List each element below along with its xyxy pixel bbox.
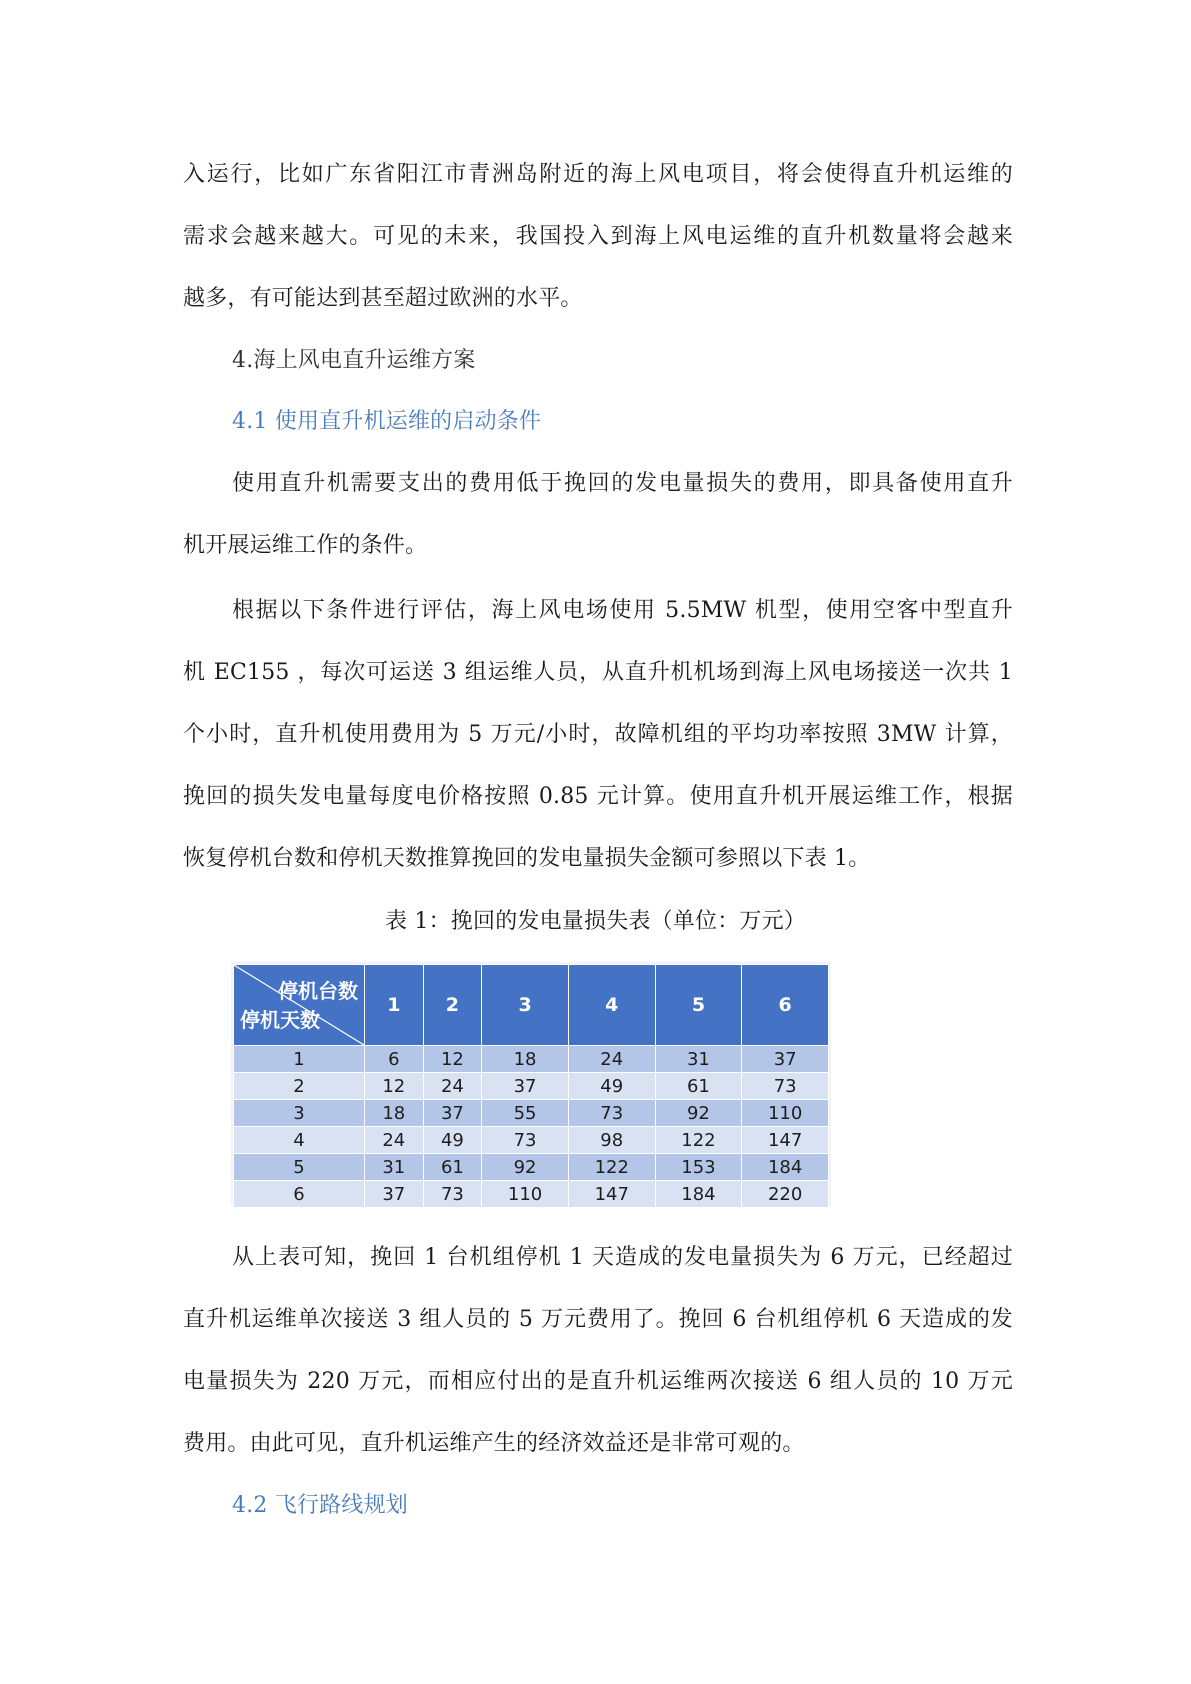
- table-cell: 153: [655, 1154, 742, 1181]
- paragraph-line: 直升机运维单次接送 3 组人员的 5 万元费用了。挽回 6 台机组停机 6 天造成的发: [183, 1307, 1013, 1332]
- row-header: 2: [234, 1073, 365, 1100]
- table-cell: 122: [655, 1127, 742, 1154]
- column-header: 5: [655, 965, 742, 1046]
- table-cell: 37: [482, 1073, 569, 1100]
- table-cell: 61: [423, 1154, 482, 1181]
- table-row: [234, 1046, 829, 1073]
- table-cell: 37: [742, 1046, 829, 1073]
- table-cell: 92: [655, 1100, 742, 1127]
- table-cell: 24: [568, 1046, 655, 1073]
- table-cell: 31: [365, 1154, 424, 1181]
- table-cell: 55: [482, 1100, 569, 1127]
- corner-label-top: 停机台数: [278, 979, 358, 1003]
- table-row: [234, 1154, 829, 1181]
- table-cell: 110: [742, 1100, 829, 1127]
- subsection-heading-4-2: 4.2 飞行路线规划: [232, 1493, 408, 1518]
- table-cell: 37: [365, 1181, 424, 1208]
- row-header: 4: [234, 1127, 365, 1154]
- table-cell: 110: [482, 1181, 569, 1208]
- table-cell: 12: [365, 1073, 424, 1100]
- column-header: 1: [365, 965, 424, 1046]
- section-heading-4: 4.海上风电直升运维方案: [232, 348, 476, 373]
- column-header: 2: [423, 965, 482, 1046]
- table-header-row: [234, 965, 829, 1046]
- paragraph-line: 使用直升机需要支出的费用低于挽回的发电量损失的费用，即具备使用直升: [232, 471, 1013, 496]
- row-header: 1: [234, 1046, 365, 1073]
- column-header: 4: [568, 965, 655, 1046]
- table-row: [234, 1127, 829, 1154]
- table-cell: 122: [568, 1154, 655, 1181]
- table-cell: 6: [365, 1046, 424, 1073]
- table-cell: 49: [568, 1073, 655, 1100]
- paragraph-line: 个小时，直升机使用费用为 5 万元/小时，故障机组的平均功率按照 3MW 计算，: [183, 722, 1013, 747]
- row-header: 5: [234, 1154, 365, 1181]
- table-cell: 220: [742, 1181, 829, 1208]
- paragraph-line: 机开展运维工作的条件。: [183, 533, 428, 558]
- paragraph-line: 费用。由此可见，直升机运维产生的经济效益还是非常可观的。: [183, 1431, 805, 1456]
- table-cell: 73: [568, 1100, 655, 1127]
- paragraph-line: 越多，有可能达到甚至超过欧洲的水平。: [183, 286, 583, 311]
- table-caption: 表 1：挽回的发电量损失表（单位：万元）: [385, 909, 806, 934]
- table-cell: 31: [655, 1046, 742, 1073]
- table-cell: 184: [742, 1154, 829, 1181]
- paragraph-line: 挽回的损失发电量每度电价格按照 0.85 元计算。使用直升机开展运维工作，根据: [183, 784, 1013, 809]
- table-cell: 98: [568, 1127, 655, 1154]
- loss-table: [233, 964, 829, 1208]
- table-cell: 147: [742, 1127, 829, 1154]
- table-cell: 92: [482, 1154, 569, 1181]
- table-cell: 73: [742, 1073, 829, 1100]
- table-cell: 49: [423, 1127, 482, 1154]
- table-cell: 18: [365, 1100, 424, 1127]
- table-cell: 73: [482, 1127, 569, 1154]
- table-cell: 24: [423, 1073, 482, 1100]
- column-header: 6: [742, 965, 829, 1046]
- table-cell: 37: [423, 1100, 482, 1127]
- table-cell: 184: [655, 1181, 742, 1208]
- paragraph-line: 入运行，比如广东省阳江市青洲岛附近的海上风电项目，将会使得直升机运维的: [183, 162, 1013, 187]
- table-row: [234, 1181, 829, 1208]
- paragraph-line: 电量损失为 220 万元，而相应付出的是直升机运维两次接送 6 组人员的 10 万元: [183, 1369, 1013, 1394]
- paragraph-line: 机 EC155 ，每次可运送 3 组运维人员，从直升机机场到海上风电场接送一次共 1: [183, 660, 1013, 685]
- table-row: [234, 1100, 829, 1127]
- paragraph-line: 需求会越来越大。可见的未来，我国投入到海上风电运维的直升机数量将会越来: [183, 224, 1013, 249]
- table-cell: 73: [423, 1181, 482, 1208]
- paragraph-line: 从上表可知，挽回 1 台机组停机 1 天造成的发电量损失为 6 万元，已经超过: [232, 1245, 1013, 1270]
- table-row: [234, 1073, 829, 1100]
- paragraph-line: 根据以下条件进行评估，海上风电场使用 5.5MW 机型，使用空客中型直升: [232, 598, 1013, 623]
- table-cell: 18: [482, 1046, 569, 1073]
- subsection-heading-4-1: 4.1 使用直升机运维的启动条件: [232, 409, 542, 434]
- table-cell: 12: [423, 1046, 482, 1073]
- row-header: 3: [234, 1100, 365, 1127]
- table-cell: 61: [655, 1073, 742, 1100]
- corner-label-bottom: 停机天数: [240, 1008, 320, 1032]
- row-header: 6: [234, 1181, 365, 1208]
- table-corner-cell: [234, 965, 365, 1046]
- table-image: [231, 962, 831, 1205]
- table-cell: 147: [568, 1181, 655, 1208]
- paragraph-line: 恢复停机台数和停机天数推算挽回的发电量损失金额可参照以下表 1。: [183, 846, 871, 871]
- column-header: 3: [482, 965, 569, 1046]
- table-cell: 24: [365, 1127, 424, 1154]
